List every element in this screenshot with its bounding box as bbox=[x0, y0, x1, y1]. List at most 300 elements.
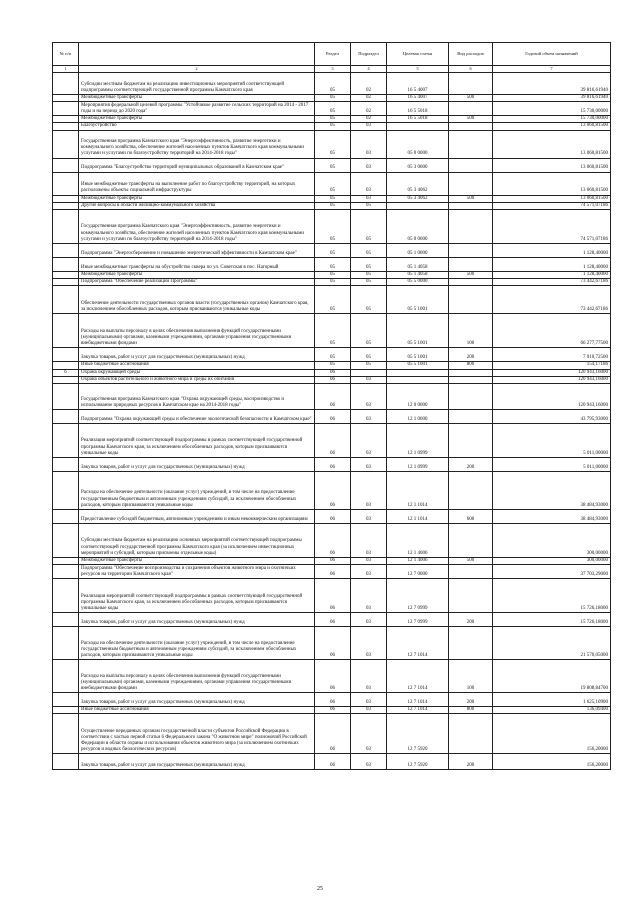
header-annual-amount: Годовой объем назначений bbox=[493, 43, 611, 66]
target-article-cell: 12 1 0999 bbox=[387, 458, 449, 472]
amount-cell: 15 726,18000 bbox=[493, 613, 611, 627]
table-row bbox=[53, 286, 611, 314]
target-article-cell bbox=[387, 376, 449, 383]
podrazdel-cell: 05 bbox=[351, 202, 387, 209]
table-row bbox=[53, 244, 611, 258]
expense-type-cell bbox=[449, 123, 493, 130]
target-article-cell bbox=[387, 369, 449, 376]
expense-type-cell: 100 bbox=[449, 314, 493, 348]
razdel-cell: 05 bbox=[315, 279, 351, 286]
table-row bbox=[53, 707, 611, 714]
target-article-cell: 16 5 5018 bbox=[387, 102, 449, 116]
expense-type-cell bbox=[449, 369, 493, 376]
amount-cell: 37 703,29000 bbox=[493, 565, 611, 579]
row-number-cell bbox=[53, 172, 79, 195]
target-article-cell: 12 7 0999 bbox=[387, 613, 449, 627]
expense-type-cell bbox=[449, 410, 493, 424]
amount-cell: 19 808,84700 bbox=[493, 660, 611, 693]
item-name-cell: Реализация мероприятий соответствующей подпрограммы в рамках соответствующей государственной программы Камчатского края, за исключением обособленных расходов, которым присваиваются уникальные коды bbox=[79, 424, 315, 458]
expense-type-cell: 500 bbox=[449, 195, 493, 202]
expense-type-cell bbox=[449, 472, 493, 510]
item-name-cell: Закупка товаров, работ и услуг для государственных (муниципальных) нужд bbox=[79, 348, 315, 362]
expense-type-cell: 500 bbox=[449, 272, 493, 279]
item-name-cell: Закупка товаров, работ и услуг для государственных (муниципальных) нужд bbox=[79, 754, 315, 770]
row-number-cell bbox=[53, 693, 79, 707]
row-number-cell bbox=[53, 73, 79, 95]
expense-type-cell: 200 bbox=[449, 613, 493, 627]
target-article-cell: 05 1 0000 bbox=[387, 244, 449, 258]
razdel-cell: 06 bbox=[315, 627, 351, 660]
razdel-cell: 05 bbox=[315, 130, 351, 158]
amount-cell: 1 128,40000 bbox=[493, 244, 611, 258]
expense-type-cell bbox=[449, 579, 493, 613]
table-row bbox=[53, 73, 611, 95]
row-number-cell bbox=[53, 613, 79, 627]
item-name-cell: Мероприятия федеральной целевой программы "Устойчивое развитие сельских территорий на 2014 - 2017 годы и на период до 2020 года" bbox=[79, 102, 315, 116]
table-row bbox=[53, 202, 611, 209]
item-name-cell: Иные бюджетные ассигнования bbox=[79, 707, 315, 714]
row-number-cell bbox=[53, 660, 79, 693]
target-article-cell: 12 7 1014 bbox=[387, 707, 449, 714]
table-row bbox=[53, 116, 611, 123]
target-article-cell: 12 1 4006 bbox=[387, 558, 449, 565]
row-number-cell bbox=[53, 458, 79, 472]
row-number-cell bbox=[53, 95, 79, 102]
header-target-article: Целевая статья bbox=[387, 43, 449, 66]
item-name-cell: Охрана объектов растительного и животного мира и среды их обитания bbox=[79, 376, 315, 383]
row-number-cell bbox=[53, 158, 79, 172]
expense-type-cell: 600 bbox=[449, 510, 493, 524]
item-name-cell: Обеспечение деятельности государственных органов власти (государственных органов) Камчатского края, за исключением обособленных расходов, которым присваиваются уникальные коды bbox=[79, 286, 315, 314]
target-article-cell: 12 1 1014 bbox=[387, 510, 449, 524]
podrazdel-cell: 03 bbox=[351, 458, 387, 472]
col-number: 4 bbox=[351, 66, 387, 73]
razdel-cell: 06 bbox=[315, 524, 351, 558]
amount-cell: 1 128,40000 bbox=[493, 258, 611, 272]
amount-cell: 74 571,07186 bbox=[493, 210, 611, 244]
expense-type-cell: 500 bbox=[449, 558, 493, 565]
expense-type-cell: 200 bbox=[449, 348, 493, 362]
expense-type-cell bbox=[449, 258, 493, 272]
table-row bbox=[53, 579, 611, 613]
podrazdel-cell: 02 bbox=[351, 116, 387, 123]
expense-type-cell: 200 bbox=[449, 754, 493, 770]
amount-cell: 156,20000 bbox=[493, 754, 611, 770]
col-number: 3 bbox=[315, 66, 351, 73]
target-article-cell: 05 0 0000 bbox=[387, 130, 449, 158]
amount-cell: 13 060,81500 bbox=[493, 130, 611, 158]
row-number-cell bbox=[53, 348, 79, 362]
table-row bbox=[53, 210, 611, 244]
item-name-cell: Закупка товаров, работ и услуг для государственных (муниципальных) нужд bbox=[79, 613, 315, 627]
item-name-cell: Межбюджетные трансферты bbox=[79, 95, 315, 102]
target-article-cell: 05 5 1001 bbox=[387, 314, 449, 348]
amount-cell: 73 442,67186 bbox=[493, 286, 611, 314]
target-article-cell: 12 1 0000 bbox=[387, 410, 449, 424]
razdel-cell: 06 bbox=[315, 410, 351, 424]
expense-type-cell: 500 bbox=[449, 116, 493, 123]
row-number-cell bbox=[53, 116, 79, 123]
amount-cell: 7 010,72500 bbox=[493, 348, 611, 362]
table-row bbox=[53, 369, 611, 376]
table-row bbox=[53, 524, 611, 558]
item-name-cell: Благоустройство bbox=[79, 123, 315, 130]
amount-cell: 300,00000 bbox=[493, 558, 611, 565]
target-article-cell: 05 5 1001 bbox=[387, 348, 449, 362]
table-row bbox=[53, 693, 611, 707]
razdel-cell: 05 bbox=[315, 73, 351, 95]
expense-type-cell bbox=[449, 210, 493, 244]
expense-type-cell bbox=[449, 130, 493, 158]
row-number-cell bbox=[53, 279, 79, 286]
table-body bbox=[53, 73, 611, 770]
razdel-cell: 06 bbox=[315, 693, 351, 707]
page-number: 25 bbox=[317, 886, 323, 892]
target-article-cell: 12 7 5920 bbox=[387, 714, 449, 754]
item-name-cell: Закупка товаров, работ и услуг для государственных (муниципальных) нужд bbox=[79, 458, 315, 472]
amount-cell: 38 484,93000 bbox=[493, 472, 611, 510]
target-article-cell: 12 7 0999 bbox=[387, 579, 449, 613]
amount-cell: 5 011,00000 bbox=[493, 458, 611, 472]
header-razdel: Раздел bbox=[315, 43, 351, 66]
amount-cell: 1 128,40000 bbox=[493, 272, 611, 279]
table-row bbox=[53, 613, 611, 627]
razdel-cell: 05 bbox=[315, 244, 351, 258]
table-row bbox=[53, 362, 611, 369]
expense-type-cell bbox=[449, 73, 493, 95]
target-article-cell: 16 5 5018 bbox=[387, 116, 449, 123]
target-article-cell: 12 1 0999 bbox=[387, 424, 449, 458]
razdel-cell: 06 bbox=[315, 472, 351, 510]
podrazdel-cell: 05 bbox=[351, 362, 387, 369]
column-number-row bbox=[53, 66, 611, 73]
podrazdel-cell: 03 bbox=[351, 558, 387, 565]
razdel-cell: 06 bbox=[315, 376, 351, 383]
target-article-cell: 16 5 4007 bbox=[387, 95, 449, 102]
razdel-cell: 06 bbox=[315, 660, 351, 693]
item-name-cell: Другие вопросы в области жилищно-коммунального хозяйства bbox=[79, 202, 315, 209]
expense-type-cell: 200 bbox=[449, 693, 493, 707]
item-name-cell: Расходы на обеспечение деятельности (оказание услуг) учреждений, в том числе на предоставление государственным бюджетным и автономным учреждениям субсидий, за исключением обособленных расходов, которым присваиваются уникальные коды bbox=[79, 627, 315, 660]
razdel-cell: 05 bbox=[315, 95, 351, 102]
row-number-cell bbox=[53, 754, 79, 770]
razdel-cell: 05 bbox=[315, 172, 351, 195]
podrazdel-cell: 03 bbox=[351, 410, 387, 424]
expense-type-cell bbox=[449, 279, 493, 286]
target-article-cell: 12 7 0000 bbox=[387, 565, 449, 579]
row-number-cell bbox=[53, 258, 79, 272]
razdel-cell: 06 bbox=[315, 458, 351, 472]
expense-type-cell bbox=[449, 376, 493, 383]
table-row bbox=[53, 627, 611, 660]
target-article-cell: 12 7 1014 bbox=[387, 660, 449, 693]
col-number: 1 bbox=[53, 66, 79, 73]
amount-cell: 136,09400 bbox=[493, 707, 611, 714]
item-name-cell: Охрана окружающей среды bbox=[79, 369, 315, 376]
target-article-cell: 05 5 0000 bbox=[387, 279, 449, 286]
target-article-cell: 05 5 1001 bbox=[387, 362, 449, 369]
row-number-cell bbox=[53, 627, 79, 660]
table-row bbox=[53, 565, 611, 579]
amount-cell: 15 726,18000 bbox=[493, 579, 611, 613]
row-number-cell bbox=[53, 384, 79, 410]
target-article-cell bbox=[387, 202, 449, 209]
table-row bbox=[53, 458, 611, 472]
podrazdel-cell: 03 bbox=[351, 510, 387, 524]
row-number-cell bbox=[53, 410, 79, 424]
podrazdel-cell: 03 bbox=[351, 424, 387, 458]
row-number-cell bbox=[53, 123, 79, 130]
razdel-cell: 06 bbox=[315, 579, 351, 613]
podrazdel-cell: 03 bbox=[351, 714, 387, 754]
razdel-cell: 05 bbox=[315, 362, 351, 369]
podrazdel-cell: 03 bbox=[351, 627, 387, 660]
item-name-cell: Субсидии местным бюджетам на реализацию инвестиционных мероприятий соответствующей подпрограммы соответствующей государственной программы Камчатского края bbox=[79, 73, 315, 95]
table-row bbox=[53, 158, 611, 172]
target-article-cell: 12 1 4006 bbox=[387, 524, 449, 558]
razdel-cell: 05 bbox=[315, 258, 351, 272]
amount-cell: 1 625,10900 bbox=[493, 693, 611, 707]
item-name-cell: Расходы на обеспечение деятельности (оказание услуг) учреждений, в том числе на предоставление государственным бюджетным и автономным учреждениям субсидий, за исключением обособленных расходов, которым присваиваются уникальные коды bbox=[79, 472, 315, 510]
amount-cell: 13 060,81500 bbox=[493, 195, 611, 202]
podrazdel-cell: 03 bbox=[351, 472, 387, 510]
razdel-cell: 05 bbox=[315, 195, 351, 202]
amount-cell: 300,00000 bbox=[493, 524, 611, 558]
podrazdel-cell: 03 bbox=[351, 754, 387, 770]
target-article-cell: 12 7 1014 bbox=[387, 693, 449, 707]
target-article-cell: 12 0 0000 bbox=[387, 384, 449, 410]
table-row bbox=[53, 279, 611, 286]
table-row bbox=[53, 558, 611, 565]
row-number-cell bbox=[53, 210, 79, 244]
row-number-cell bbox=[53, 565, 79, 579]
amount-cell: 43 795,93000 bbox=[493, 410, 611, 424]
target-article-cell: 12 1 1014 bbox=[387, 472, 449, 510]
amount-cell: 154,17186 bbox=[493, 362, 611, 369]
item-name-cell: Государственная программа Камчатского края "Энергоэффективность, развитие энергетики и коммунального хозяйства, обеспечение жителей населенных пунктов Камчатского края коммунальными услугами и услугами по благоустройству территорий на 2014-2018 годы" bbox=[79, 210, 315, 244]
table-row bbox=[53, 410, 611, 424]
table-row bbox=[53, 424, 611, 458]
podrazdel-cell: 05 bbox=[351, 210, 387, 244]
amount-cell: 120 943,16000 bbox=[493, 369, 611, 376]
razdel-cell: 06 bbox=[315, 565, 351, 579]
amount-cell: 39 816,61940 bbox=[493, 95, 611, 102]
item-name-cell: Осуществление переданных органам государственной власти субъектов Российской Федерации в соответствии с частью первой статьи 6 Федерального закона "О животном мире" полномочий Российской Федерации в области охраны и использования объектов животного мира (за исключением охотничьих ресурсов и водных биологических ресурсов) bbox=[79, 714, 315, 754]
razdel-cell: 05 bbox=[315, 348, 351, 362]
podrazdel-cell bbox=[351, 369, 387, 376]
podrazdel-cell: 03 bbox=[351, 524, 387, 558]
table-row bbox=[53, 195, 611, 202]
expense-type-cell bbox=[449, 172, 493, 195]
target-article-cell: 05 0 0000 bbox=[387, 210, 449, 244]
razdel-cell: 05 bbox=[315, 314, 351, 348]
podrazdel-cell: 05 bbox=[351, 348, 387, 362]
col-number: 5 bbox=[387, 66, 449, 73]
table-row bbox=[53, 510, 611, 524]
table-row bbox=[53, 258, 611, 272]
row-number-cell bbox=[53, 244, 79, 258]
item-name-cell: Иные межбюджетные трансферты на обустройство сквера по ул. Советская в пос. Нагорный bbox=[79, 258, 315, 272]
amount-cell: 15 730,00000 bbox=[493, 102, 611, 116]
razdel-cell: 05 bbox=[315, 123, 351, 130]
razdel-cell: 06 bbox=[315, 558, 351, 565]
table-row bbox=[53, 123, 611, 130]
row-number-cell bbox=[53, 362, 79, 369]
table-row bbox=[53, 102, 611, 116]
item-name-cell: Межбюджетные трансферты bbox=[79, 558, 315, 565]
amount-cell: 5 011,00000 bbox=[493, 424, 611, 458]
item-name-cell: Субсидии местным бюджетам на реализацию основных мероприятий соответствующей подпрограммы соответствующей государственной программы Камчатского края (за исключением инвестиционных мероприятий и субсидий, которым присвоены отдельные коды) bbox=[79, 524, 315, 558]
expense-type-cell bbox=[449, 384, 493, 410]
expense-type-cell: 200 bbox=[449, 458, 493, 472]
podrazdel-cell: 03 bbox=[351, 613, 387, 627]
item-name-cell: Расходы на выплаты персоналу в целях обеспечения выполнения функций государственными (муниципальными) органами, казенными учреждениями, органами управления государственными внебюджетными фондами bbox=[79, 660, 315, 693]
table-row bbox=[53, 754, 611, 770]
item-name-cell: Государственная программа Камчатского края "Энергоэффективность, развитие энергетики и коммунального хозяйства, обеспечение жителей населенных пунктов Камчатского края коммунальными услугами и услугами по благоустройству территорий на 2014-2018 годы" bbox=[79, 130, 315, 158]
amount-cell: 120 943,16000 bbox=[493, 384, 611, 410]
target-article-cell: 05 5 1001 bbox=[387, 286, 449, 314]
row-number-cell bbox=[53, 202, 79, 209]
amount-cell: 66 277,77500 bbox=[493, 314, 611, 348]
amount-cell: 120 943,16000 bbox=[493, 376, 611, 383]
podrazdel-cell: 05 bbox=[351, 314, 387, 348]
item-name-cell: Межбюджетные трансферты bbox=[79, 195, 315, 202]
row-number-cell bbox=[53, 286, 79, 314]
podrazdel-cell: 05 bbox=[351, 279, 387, 286]
table-row bbox=[53, 172, 611, 195]
razdel-cell: 06 bbox=[315, 369, 351, 376]
podrazdel-cell: 03 bbox=[351, 707, 387, 714]
row-number-cell bbox=[53, 102, 79, 116]
item-name-cell: Закупка товаров, работ и услуг для государственных (муниципальных) нужд bbox=[79, 693, 315, 707]
podrazdel-cell: 03 bbox=[351, 384, 387, 410]
razdel-cell: 05 bbox=[315, 210, 351, 244]
razdel-cell: 05 bbox=[315, 116, 351, 123]
row-number-cell bbox=[53, 579, 79, 613]
row-number-cell bbox=[53, 424, 79, 458]
row-number-cell: 6 bbox=[53, 369, 79, 376]
table-row bbox=[53, 314, 611, 348]
razdel-cell: 05 bbox=[315, 202, 351, 209]
row-number-cell bbox=[53, 707, 79, 714]
expense-type-cell bbox=[449, 244, 493, 258]
item-name-cell: Иные межбюджетные трансферты на выполнение работ по благоустройству территорий, на которых расположены объекты социальной инфраструктуры bbox=[79, 172, 315, 195]
target-article-cell: 05 3 4062 bbox=[387, 195, 449, 202]
col-number: 7 bbox=[493, 66, 611, 73]
target-article-cell: 05 3 0000 bbox=[387, 158, 449, 172]
row-number-cell bbox=[53, 376, 79, 383]
table-row bbox=[53, 130, 611, 158]
row-number-cell bbox=[53, 472, 79, 510]
podrazdel-cell: 02 bbox=[351, 95, 387, 102]
row-number-cell bbox=[53, 558, 79, 565]
amount-cell: 13 060,81500 bbox=[493, 158, 611, 172]
podrazdel-cell: 03 bbox=[351, 660, 387, 693]
table-row bbox=[53, 376, 611, 383]
row-number-cell bbox=[53, 510, 79, 524]
item-name-cell: Расходы на выплаты персоналу в целях обеспечения выполнения функций государственными (муниципальными) органами, казенными учреждениями, органами управления государственными внебюджетными фондами bbox=[79, 314, 315, 348]
item-name-cell: Подпрограмма "Обеспечение воспроизводства и сохранения объектов животного мира и охотничьих ресурсов на территории Камчатского края" bbox=[79, 565, 315, 579]
target-article-cell bbox=[387, 123, 449, 130]
item-name-cell: Подпрограмма "Охрана окружающей среды и обеспечение экологической безопасности в Камчатском крае" bbox=[79, 410, 315, 424]
row-number-cell bbox=[53, 272, 79, 279]
expense-type-cell bbox=[449, 714, 493, 754]
razdel-cell: 06 bbox=[315, 714, 351, 754]
col-number: 6 bbox=[449, 66, 493, 73]
item-name-cell: Государственная программа Камчатского края "Охрана окружающей среды, воспроизводство и использование природных ресурсов в Камчатском крае на 2014-2018 годы" bbox=[79, 384, 315, 410]
amount-cell: 13 060,81500 bbox=[493, 172, 611, 195]
row-number-cell bbox=[53, 714, 79, 754]
razdel-cell: 05 bbox=[315, 286, 351, 314]
expense-type-cell bbox=[449, 102, 493, 116]
podrazdel-cell: 03 bbox=[351, 693, 387, 707]
row-number-cell bbox=[53, 195, 79, 202]
row-number-cell bbox=[53, 314, 79, 348]
budget-table bbox=[52, 42, 611, 770]
razdel-cell: 05 bbox=[315, 272, 351, 279]
podrazdel-cell: 05 bbox=[351, 258, 387, 272]
podrazdel-cell: 03 bbox=[351, 195, 387, 202]
table-row bbox=[53, 714, 611, 754]
target-article-cell: 16 5 4007 bbox=[387, 73, 449, 95]
expense-type-cell bbox=[449, 424, 493, 458]
expense-type-cell bbox=[449, 565, 493, 579]
table-header-row bbox=[53, 43, 611, 66]
podrazdel-cell: 05 bbox=[351, 244, 387, 258]
amount-cell: 15 730,00000 bbox=[493, 116, 611, 123]
podrazdel-cell: 03 bbox=[351, 130, 387, 158]
razdel-cell: 06 bbox=[315, 613, 351, 627]
podrazdel-cell: 02 bbox=[351, 73, 387, 95]
expense-type-cell: 500 bbox=[449, 95, 493, 102]
item-name-cell: Межбюджетные трансферты bbox=[79, 116, 315, 123]
podrazdel-cell: 05 bbox=[351, 272, 387, 279]
target-article-cell: 05 1 4058 bbox=[387, 272, 449, 279]
header-name bbox=[79, 43, 315, 66]
amount-cell: 21 570,05000 bbox=[493, 627, 611, 660]
table-row bbox=[53, 660, 611, 693]
target-article-cell: 12 7 5920 bbox=[387, 754, 449, 770]
item-name-cell: Предоставление субсидий бюджетным, автономным учреждениям и иным некоммерческим организациям bbox=[79, 510, 315, 524]
col-number: 2 bbox=[79, 66, 315, 73]
podrazdel-cell: 03 bbox=[351, 579, 387, 613]
item-name-cell: Подпрограмма "Благоустройство территорий муниципальных образований в Камчатском крае" bbox=[79, 158, 315, 172]
table-row bbox=[53, 348, 611, 362]
amount-cell: 39 816,61940 bbox=[493, 73, 611, 95]
amount-cell: 73 442,67186 bbox=[493, 279, 611, 286]
target-article-cell: 05 1 4058 bbox=[387, 258, 449, 272]
item-name-cell: Реализация мероприятий соответствующей подпрограммы в рамках соответствующей государственной программы Камчатского края, за исключением обособленных расходов, которым присваиваются уникальные коды bbox=[79, 579, 315, 613]
expense-type-cell bbox=[449, 286, 493, 314]
header-podrazdel: Подраздел bbox=[351, 43, 387, 66]
expense-type-cell: 800 bbox=[449, 707, 493, 714]
razdel-cell: 06 bbox=[315, 384, 351, 410]
expense-type-cell bbox=[449, 524, 493, 558]
target-article-cell: 12 7 1014 bbox=[387, 627, 449, 660]
podrazdel-cell: 03 bbox=[351, 172, 387, 195]
razdel-cell: 06 bbox=[315, 424, 351, 458]
expense-type-cell bbox=[449, 158, 493, 172]
header-expense-type: Вид расходов bbox=[449, 43, 493, 66]
item-name-cell: Подпрограмма "Обеспечение реализации Программы" bbox=[79, 279, 315, 286]
item-name-cell: Межбюджетные трансферты bbox=[79, 272, 315, 279]
podrazdel-cell: 03 bbox=[351, 376, 387, 383]
amount-cell: 13 060,81500 bbox=[493, 123, 611, 130]
podrazdel-cell: 02 bbox=[351, 102, 387, 116]
razdel-cell: 06 bbox=[315, 754, 351, 770]
razdel-cell: 05 bbox=[315, 102, 351, 116]
podrazdel-cell: 05 bbox=[351, 286, 387, 314]
